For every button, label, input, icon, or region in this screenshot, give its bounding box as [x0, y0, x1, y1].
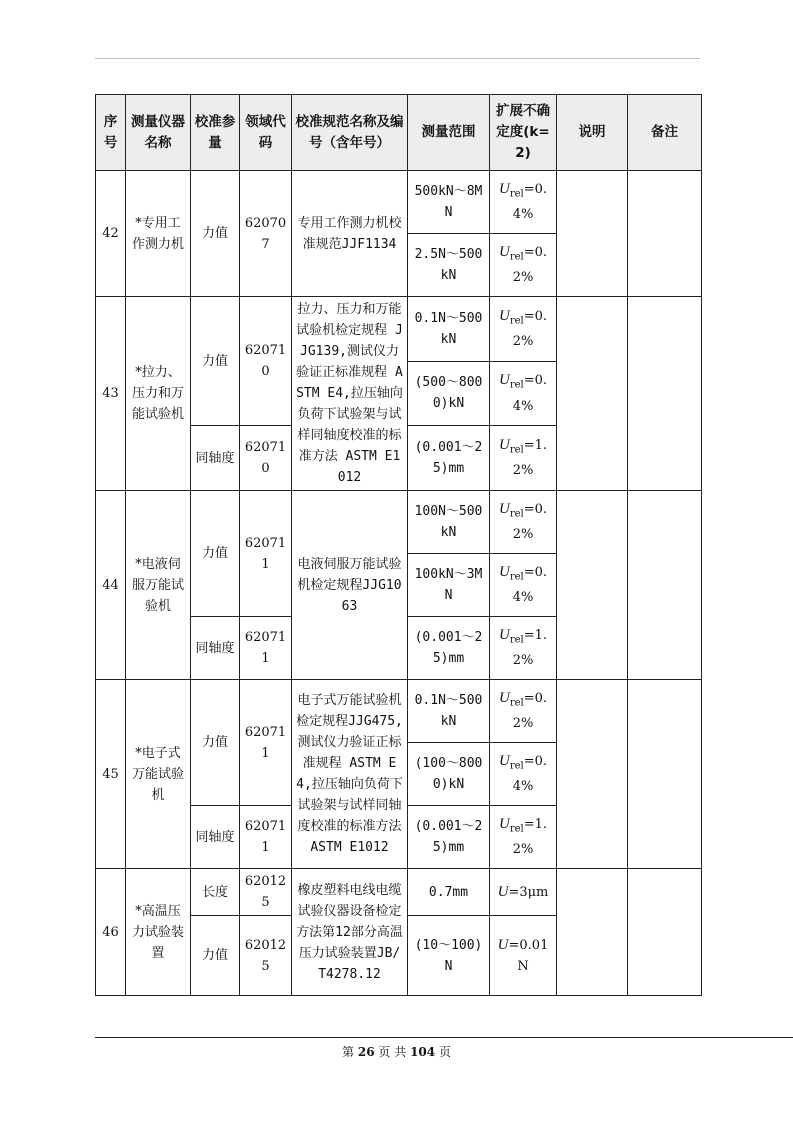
table-row [96, 680, 702, 743]
parameter: 力值 [191, 491, 240, 617]
table-row [96, 869, 702, 916]
spec-name: 橡皮塑料电线电缆试验仪器设备检定方法第12部分高温压力试验装置JB/T4278.12 [292, 869, 408, 996]
range: (100～8000)kN [408, 743, 490, 806]
page-total: 104 [410, 1045, 436, 1059]
uncertainty: U=0.01N [490, 916, 557, 996]
col-header-remark: 备注 [628, 95, 702, 171]
remark-cell [628, 297, 702, 491]
note-cell [557, 491, 628, 680]
uncertainty: $U_{rel}=1.2\%$ [490, 426, 557, 491]
parameter: 长度 [191, 869, 240, 916]
uncertainty: $U_{rel}=0.2\%$ [490, 680, 557, 743]
instrument-name: *电液伺服万能试验机 [126, 491, 191, 680]
range: (500～8000)kN [408, 361, 490, 426]
field-code: 620711 [240, 491, 292, 617]
spec-name: 电液伺服万能试验机检定规程JJG1063 [292, 491, 408, 680]
field-code: 620711 [240, 806, 292, 869]
row-index: 42 [96, 171, 126, 297]
instrument-name: *专用工作测力机 [126, 171, 191, 297]
footer-prefix: 第 [342, 1045, 355, 1059]
parameter: 力值 [191, 680, 240, 806]
field-code: 620707 [240, 171, 292, 297]
range: 2.5N～500kN [408, 234, 490, 297]
parameter: 同轴度 [191, 806, 240, 869]
field-code: 620710 [240, 426, 292, 491]
field-code: 620125 [240, 916, 292, 996]
instrument-name: *拉力、压力和万能试验机 [126, 297, 191, 491]
range: 0.1N～500kN [408, 297, 490, 362]
field-code: 620711 [240, 617, 292, 680]
note-cell [557, 297, 628, 491]
row-index: 43 [96, 297, 126, 491]
col-header-range: 测量范围 [408, 95, 490, 171]
header-row [96, 95, 702, 171]
footer-suffix: 页 [438, 1045, 451, 1059]
footer-middle: 页 共 [378, 1045, 407, 1059]
range: 100N～500kN [408, 491, 490, 554]
page-footer [0, 1043, 793, 1060]
uncertainty: $U_{rel}=0.2\%$ [490, 491, 557, 554]
range: (0.001～25)mm [408, 617, 490, 680]
remark-cell [628, 171, 702, 297]
col-header-index: 序号 [96, 95, 126, 171]
note-cell [557, 171, 628, 297]
remark-cell [628, 869, 702, 996]
range: (0.001～25)mm [408, 426, 490, 491]
row-index: 46 [96, 869, 126, 996]
page-number: 26 [357, 1045, 375, 1059]
range: (0.001～25)mm [408, 806, 490, 869]
spec-name: 电子式万能试验机检定规程JJG475,测试仪力验证正标准规程 ASTM E4,拉压轴向负荷下试验架与试样同轴度校准的标准方法 ASTM E1012 [292, 680, 408, 869]
uncertainty: $U_{rel}=1.2\%$ [490, 806, 557, 869]
range: 0.1N～500kN [408, 680, 490, 743]
parameter: 同轴度 [191, 426, 240, 491]
parameter: 力值 [191, 171, 240, 297]
note-cell [557, 680, 628, 869]
uncertainty: $U_{rel}=0.4\%$ [490, 743, 557, 806]
remark-cell [628, 680, 702, 869]
uncertainty: $U_{rel}=0.4\%$ [490, 361, 557, 426]
uncertainty: $U_{rel}=0.4\%$ [490, 171, 557, 234]
parameter: 力值 [191, 916, 240, 996]
field-code: 620125 [240, 869, 292, 916]
calibration-table [95, 94, 702, 996]
field-code: 620711 [240, 680, 292, 806]
remark-cell [628, 491, 702, 680]
col-header-field-code: 领域代码 [240, 95, 292, 171]
parameter: 同轴度 [191, 617, 240, 680]
uncertainty: $U_{rel}=0.4\%$ [490, 554, 557, 617]
header-rule [95, 58, 700, 59]
row-index: 44 [96, 491, 126, 680]
uncertainty: $U_{rel}=0.2\%$ [490, 297, 557, 362]
row-index: 45 [96, 680, 126, 869]
range: 0.7mm [408, 869, 490, 916]
col-header-instrument: 测量仪器名称 [126, 95, 191, 171]
col-header-note: 说明 [557, 95, 628, 171]
uncertainty: U=3μm [490, 869, 557, 916]
table-row [96, 491, 702, 554]
spec-name: 拉力、压力和万能试验机检定规程 JJG139,测试仪力验证正标准规程 ASTM E4,拉压轴向负荷下试验架与试样同轴度校准的标准方法 ASTM E1012 [292, 297, 408, 491]
col-header-parameter: 校准参量 [191, 95, 240, 171]
uncertainty: $U_{rel}=1.2\%$ [490, 617, 557, 680]
parameter: 力值 [191, 297, 240, 426]
instrument-name: *电子式万能试验机 [126, 680, 191, 869]
col-header-spec: 校准规范名称及编号（含年号） [292, 95, 408, 171]
instrument-name: *高温压力试验装置 [126, 869, 191, 996]
range: 500kN～8MN [408, 171, 490, 234]
note-cell [557, 869, 628, 996]
field-code: 620710 [240, 297, 292, 426]
uncertainty: $U_{rel}=0.2\%$ [490, 234, 557, 297]
spec-name: 专用工作测力机校准规范JJF1134 [292, 171, 408, 297]
range: 100kN～3MN [408, 554, 490, 617]
col-header-uncertainty: 扩展不确定度(k=2) [490, 95, 557, 171]
table-row [96, 297, 702, 362]
range: (10～100)N [408, 916, 490, 996]
table-row [96, 171, 702, 234]
footer-rule [95, 1037, 793, 1038]
